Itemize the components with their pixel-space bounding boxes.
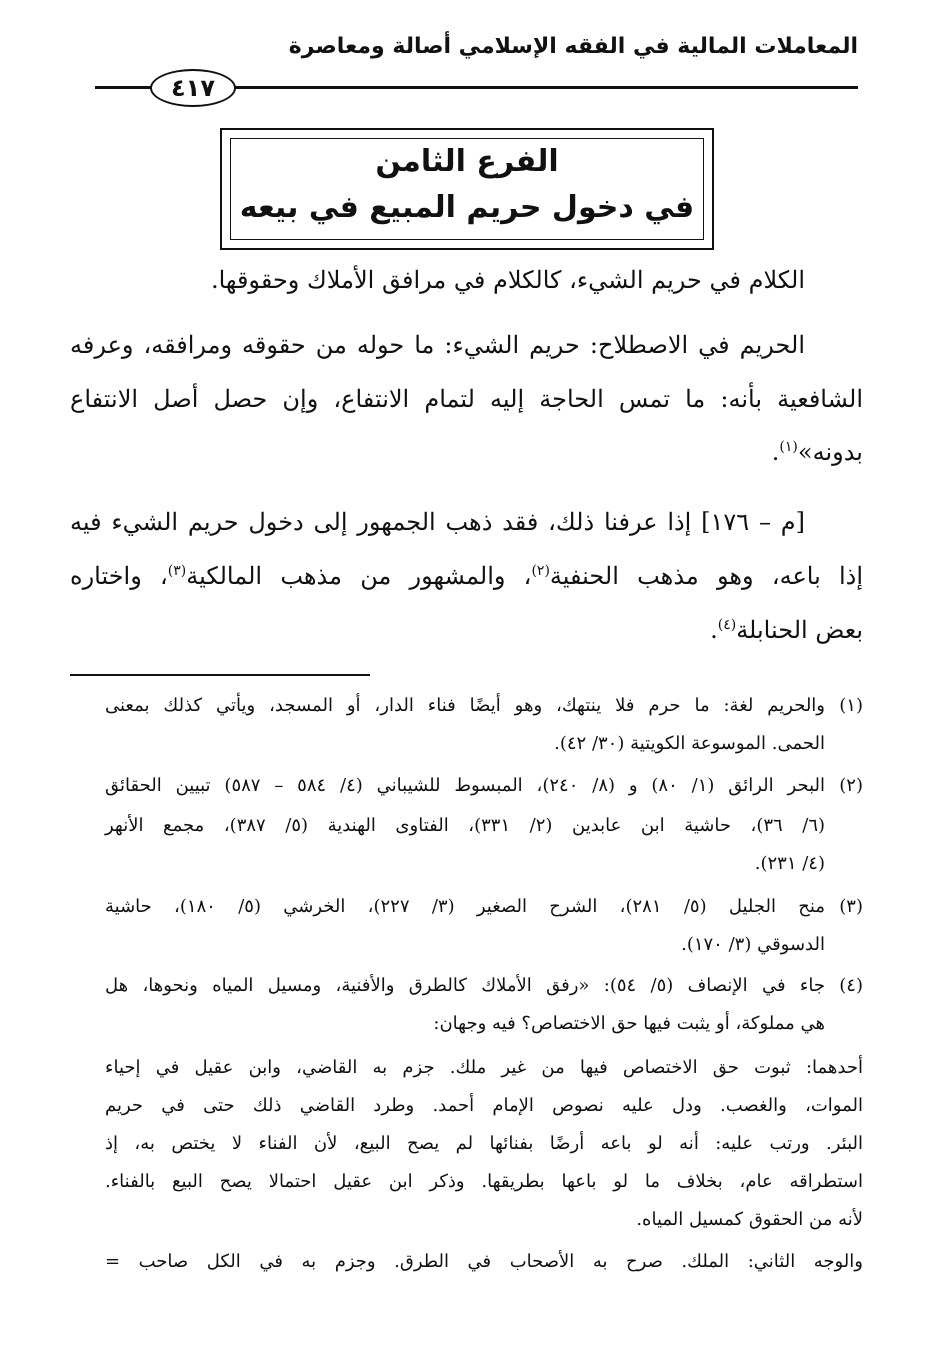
footnote-ref-1: (١) — [779, 439, 798, 455]
footnote-4-cont-line-1: أحدهما: ثبوت حق الاختصاص فيها من غير ملك. جزم به القاضي، وابن عقيل في إحياء — [105, 1057, 863, 1078]
footnote-2-line-1: (٢)البحر الرائق (١/ ٨٠) و (٨/ ٢٤٠)، المبسوط للشيباني (٤/ ٥٨٤ – ٥٨٧) تبيين الحقائق — [105, 775, 863, 796]
footnote-4-number: (٤) — [839, 975, 863, 996]
paragraph-3-line-2: إذا باعه، وهو مذهب الحنفية$^{(٢)}$، والمشهور من مذهب المالكية$^{(٣)}$، واختاره — [70, 562, 864, 590]
footnote-ref-2: (٢) — [531, 563, 550, 579]
paragraph-1: الكلام في حريم الشيء، كالكلام في مرافق الأملاك وحقوقها. — [210, 266, 805, 294]
footnote-2-number: (٢) — [839, 775, 863, 796]
footnote-4-line-2: هي مملوكة، أو يثبت فيها حق الاختصاص؟ فيه وجهان: — [433, 1013, 825, 1034]
paragraph-3-line-1: [م – ١٧٦] إذا عرفنا ذلك، فقد ذهب الجمهور إلى دخول حريم الشيء فيه — [70, 508, 805, 536]
footnote-4-cont-line-2: الموات، والغصب. ودل عليه نصوص الإمام أحمد. وطرد القاضي ذلك حتى في حريم — [105, 1095, 863, 1116]
section-title-box — [220, 128, 714, 250]
page-number: ٤١٧ — [150, 69, 236, 107]
section-title-line2: في دخول حريم المبيع في بيعه — [239, 190, 695, 225]
paragraph-3-line-3: بعض الحنابلة$^{(٤)}$. — [710, 616, 863, 644]
footnote-ref-4: (٤) — [717, 617, 737, 633]
section-title-line1: الفرع الثامن — [375, 144, 559, 179]
footnote-1-line-2: الحمى. الموسوعة الكويتية (٣٠/ ٤٢). — [554, 733, 825, 754]
footnote-4-cont-line-6: والوجه الثاني: الملك. صرح به الأصحاب في الطرق. وجزم به في الكل صاحب = — [105, 1251, 863, 1272]
footnote-4-line-1: (٤)جاء في الإنصاف (٥/ ٥٤): «رفق الأملاك كالطرق والأفنية، ومسيل المياه ونحوها، هل — [105, 975, 863, 996]
footnote-2-line-3: (٤/ ٢٣١). — [754, 853, 825, 874]
footnote-4-cont-line-4: استطراقه عام، بخلاف ما لو باعها بطريقها. وذكر ابن عقيل احتمالا يصح البيع بالفناء. — [105, 1171, 863, 1192]
footnote-1-number: (١) — [839, 695, 863, 716]
paragraph-2-line-2: الشافعية بأنه: ما تمس الحاجة إليه لتمام الانتفاع، وإن حصل أصل الانتفاع — [70, 385, 863, 413]
footnote-2-line-2: (٦/ ٣٦)، حاشية ابن عابدين (٢/ ٣٣١)، الفتاوى الهندية (٥/ ٣٨٧)، مجمع الأنهر — [105, 815, 826, 836]
footnote-3-line-1: (٣)منح الجليل (٥/ ٢٨١)، الشرح الصغير (٣/ ٢٢٧)، الخرشي (٥/ ١٨٠)، حاشية — [105, 896, 863, 917]
footnote-4-cont-line-3: البئر. ورتب عليه: أنه لو باعه أرضًا بفنائها لم يصح البيع، لأن الفناء لا يختص به، إذ — [105, 1133, 863, 1154]
footnote-1-line-1: (١)والحريم لغة: ما حرم فلا ينتهك، وهو أيضًا فناء الدار، أو المسجد، ويأتي كذلك بمعنى — [105, 695, 863, 716]
paragraph-2-line-1: الحريم في الاصطلاح: حريم الشيء: ما حوله من حقوقه ومرافقه، وعرفه — [70, 331, 805, 359]
running-title: المعاملات المالية في الفقه الإسلامي أصالة ومعاصرة — [288, 34, 858, 59]
footnote-3-number: (٣) — [839, 896, 863, 917]
footnote-ref-3: (٣) — [167, 563, 187, 579]
paragraph-2-line-3: بدونه»$^{(١)}$. — [771, 438, 863, 466]
footnote-3-line-2: الدسوقي (٣/ ١٧٠). — [681, 934, 825, 955]
footnote-separator — [70, 674, 370, 676]
footnote-4-cont-line-5: لأنه من الحقوق كمسيل المياه. — [636, 1209, 863, 1230]
